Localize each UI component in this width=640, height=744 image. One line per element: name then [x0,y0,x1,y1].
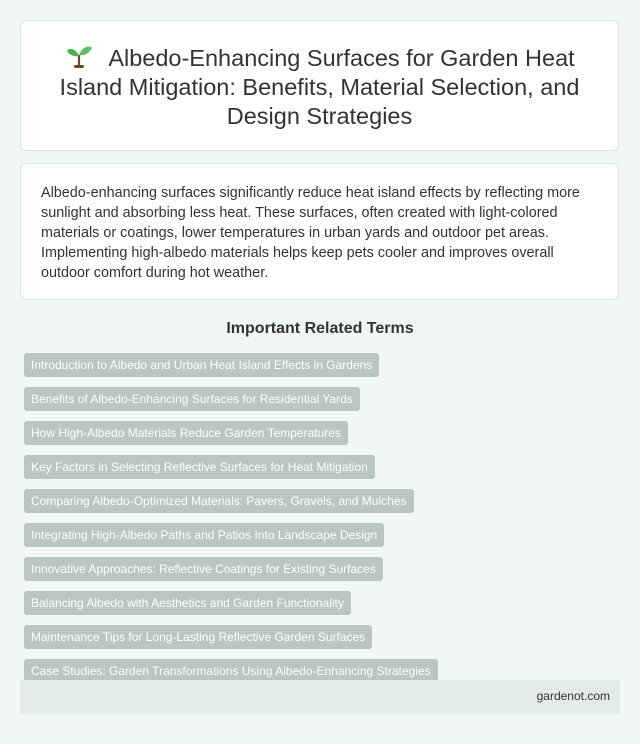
related-term-tag[interactable]: Balancing Albedo with Aesthetics and Garden Functionality [24,591,351,615]
related-term-tag[interactable]: Integrating High-Albedo Paths and Patios Into Landscape Design [24,523,384,547]
seedling-icon [64,43,94,69]
related-terms-list [24,353,624,693]
related-term-tag[interactable]: Benefits of Albedo-Enhancing Surfaces for Residential Yards [24,387,360,411]
page-title-text: Albedo-Enhancing Surfaces for Garden Heat Island Mitigation: Benefits, Material Selection, and Design Strategies [59,45,580,129]
related-term-tag[interactable]: How High-Albedo Materials Reduce Garden Temperatures [24,421,348,445]
related-term-tag[interactable]: Case Studies: Garden Transformations Using Albedo-Enhancing Strategies [24,659,438,683]
summary-text: Albedo-enhancing surfaces significantly reduce heat island effects by reflecting more sunlight and absorbing less heat. These surfaces, often created with light-colored materials or coatings, lower temperatures in urban yards and outdoor pet areas. Implementing high-albedo materials helps keep pets cooler and improves overall outdoor comfort during hot weather. [41,185,580,281]
footer [20,680,620,714]
related-term-tag[interactable]: Key Factors in Selecting Reflective Surfaces for Heat Mitigation [24,455,375,479]
related-term-tag[interactable]: Comparing Albedo-Optimized Materials: Pavers, Gravels, and Mulches [24,489,414,513]
summary-card [20,163,619,300]
footer-site-link[interactable]: gardenot.com [536,689,610,703]
related-term-tag[interactable]: Maintenance Tips for Long-Lasting Reflective Garden Surfaces [24,625,372,649]
related-term-tag[interactable]: Innovative Approaches: Reflective Coatings for Existing Surfaces [24,557,383,581]
related-terms-heading: Important Related Terms [226,320,414,337]
related-term-tag[interactable]: Introduction to Albedo and Urban Heat Island Effects in Gardens [24,353,379,377]
page-title [21,21,618,131]
title-card [20,20,619,151]
